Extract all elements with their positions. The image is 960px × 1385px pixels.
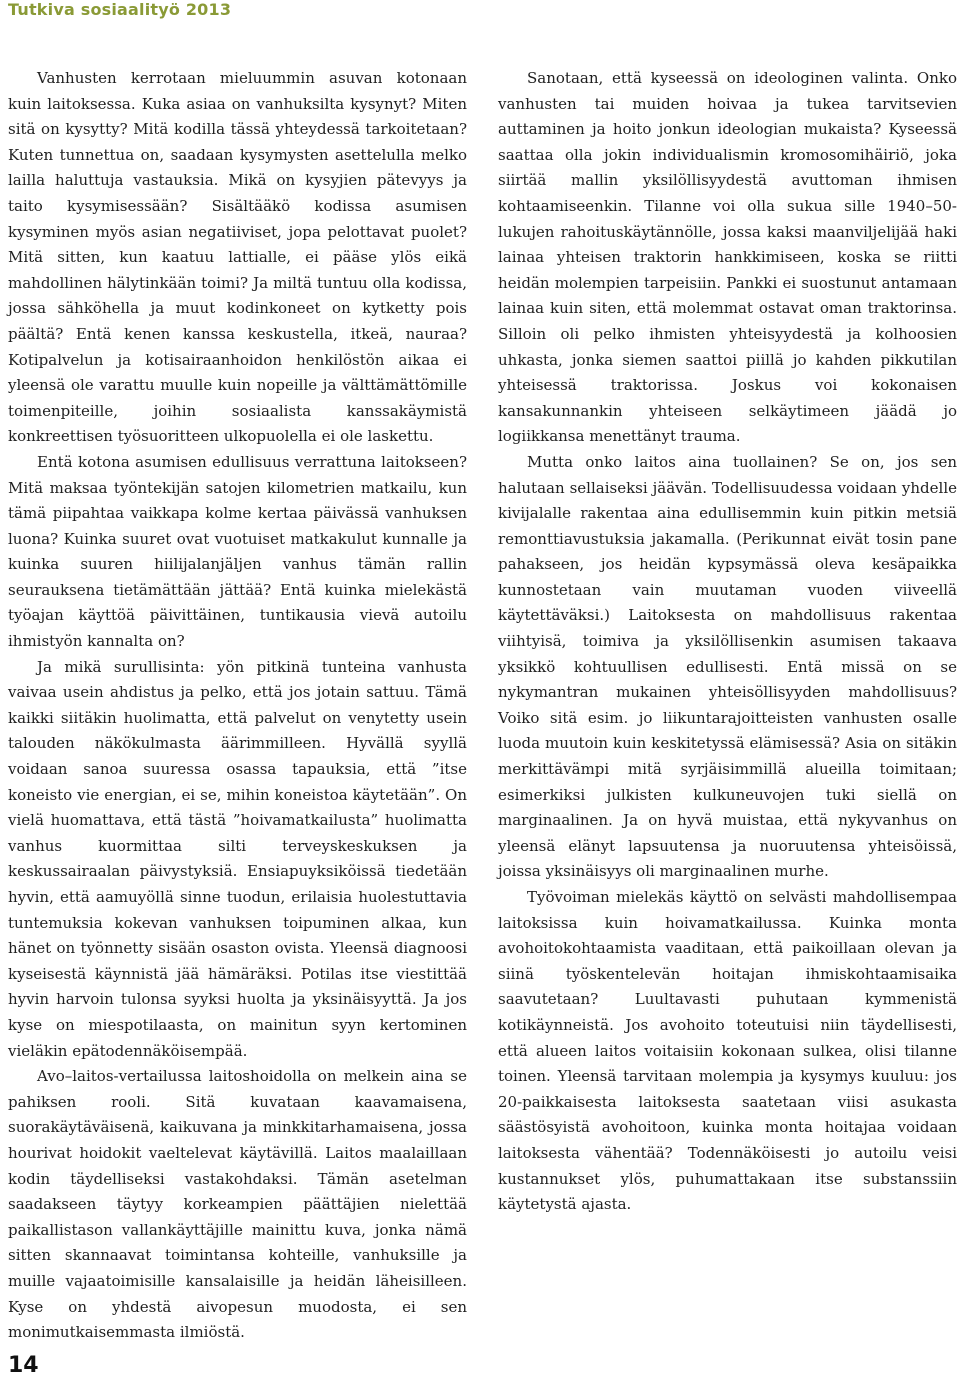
left-paragraph-2: Entä kotona asumisen edullisuus verrattuna laitokseen? Mitä maksaa työntekijän satojen kilometrien matkailu, kun tämä piipahtaa vaikkapa kolme kertaa päivässä vanhuksen luona? Kuinka suuret ovat vuotuiset matkakulut kunnalle ja kuinka suuren hiilijalanjäljen vanhus tämän rallin seurauksena tietämättään jättää? Entä kuinka mielekästä työajan käyttöä päivittäinen, tuntikausia vievä autoilu ihmistyön kannalta on? [8, 452, 467, 651]
right-text-column [498, 66, 957, 1218]
left-paragraph-3: Ja mikä surullisinta: yön pitkinä tunteina vanhusta vaivaa usein ahdistus ja pelko, että jos jotain sattuu. Tämä kaikki siitäkin huolimatta, että palvelut on venytetty usein talouden näkökulmasta äärimmilleen. Hyvällä syyllä voidaan sanoa suuressa osassa tapauksia, että ”itse koneisto vie energian, ei se, mihin koneistoa käytetään”. On vielä huomattava, että tästä ”hoivamatkailusta” huolimatta vanhus kuormittaa silti terveyskeskuksen ja keskussairaalan päivystyksiä. Ensiapuyksiköissä tiedetään hyvin, että aamuyöllä sinne tuodun, erilaisia huolestuttavia tuntemuksia kokevan vanhuksen toipuminen alkaa, kun hänet on työnnetty sisään osaston ovista. Yleensä diagnoosi kyseisestä käynnistä jää hämäräksi. Potilas itse viestittää hyvin harvoin tulonsa syyksi huolta ja yksinäisyyttä. Ja jos kyse on miespotilaasta, on mainitun syyn kertominen vieläkin epätodennäköisempää. [8, 657, 467, 1060]
right-paragraph-3: Työvoiman mielekäs käyttö on selvästi mahdollisempaa laitoksissa kuin hoivamatkailussa. Kuinka monta avohoitokohtaamista vaaditaan, että paikoillaan olevan ja siinä työskentelevän hoitajan ihmiskohtaamisaika saavutetaan? Luultavasti puhutaan kymmenistä kotikäynneistä. Jos avohoito toteutuisi niin täydellisesti, että alueen laitos voitaisiin kokonaan sulkea, olisi tilanne toinen. Yleensä tarvitaan molempia ja kysymys kuuluu: jos 20-paikkaisesta laitoksesta saatetaan viisi asukasta säästösyistä avohoitoon, kuinka monta hoitajaa voidaan laitoksesta vähentää? Todennäköisesti jo autoilu veisi kustannukset ylös, puhumattakaan itse substanssiin käytetystä ajasta. [498, 888, 957, 1214]
left-paragraph-1: Vanhusten kerrotaan mieluummin asuvan kotonaan kuin laitoksessa. Kuka asiaa on vanhuksilta kysynyt? Miten sitä on kysytty? Mitä kodilla tässä yhteydessä tarkoitetaan? Kuten tunnettua on, saadaan kysymysten asettelulla melko lailla haluttuja vastauksia. Mikä on kysyjien pätevyys ja taito kysymisessään? Sisältääkö kodissa asumisen kysyminen myös asian negatiiviset, jopa pelottavat puolet? Mitä sitten, kun kaatuu lattialle, ei pääse ylös eikä mahdollinen hälytinkään toimi? Ja miltä tuntuu olla kodissa, jossa sähköhella ja muut kodinkoneet on kytketty pois päältä? Entä kenen kanssa keskustella, itkeä, nauraa? Kotipalvelun ja kotisairaanhoidon henkilöstön aikaa ei yleensä ole varattu muulle kuin nopeille ja välttämättömille toimenpiteille, joihin sosiaalista kanssakäymistä konkreettisen työsuoritteen ulkopuolella ei ole laskettu. [8, 69, 467, 446]
page-number: 14 [8, 1353, 39, 1378]
left-paragraph-4: Avo–laitos-vertailussa laitoshoidolla on melkein aina se pahiksen rooli. Sitä kuvataan kaavamaisena, suorakäytäväisenä, kaikuvana ja minkkitarhamaisena, jossa hourivat hoidokit vaeltelevat käytävillä. Laitos maalaillaan kodin täydelliseksi vastakohdaksi. Tämän asetelman saadakseen täytyy korkeampien päättäjien nielettää paikallistason vallankäyttäjille mainittu kuva, jonka nämä sitten skannaavat toimintansa kohteille, vanhuksille ja muille vajaatoimisille kansalaisille ja heidän läheisilleen. Kyse on yhdestä aivopesun muodosta, ei sen monimutkaisemmasta ilmiöstä. [8, 1067, 467, 1342]
right-paragraph-2: Mutta onko laitos aina tuollainen? Se on, jos sen halutaan sellaiseksi jäävän. Todellisuudessa voidaan yhdelle kivijalalle rakentaa aina edullisemmin kuin pitkin metsiä remonttiavustuksia jakamalla. (Perikunnat eivät tosin pane pahakseen, jos heidän kypsymässä oleva kesäpaikka kunnostetaan vain muutaman vuoden viiveellä käytettäväksi.) Laitoksesta on mahdollisuus rakentaa viihtyisä, toimiva ja yksilöllisenkin asumisen takaava yksikkö kohtuullisen edullisesti. Entä missä on se nykymantran mukainen yhteisöllisyyden mahdollisuus? Voiko sitä esim. jo liikuntarajoitteisten vanhusten osalle luoda muutoin kuin keskitetyssä elämisessä? Asia on sitäkin merkittävämpi mitä syrjäisimmillä alueilla toimitaan; esimerkiksi julkisten kulkuneuvojen tuki siellä on marginaalinen. Ja on hyvä muistaa, että nykyvanhus on yleensä elänyt lapsuutensa ja nuoruutensa yhteisöissä, joissa yksinäisyys oli marginaalinen murhe. [498, 452, 957, 881]
running-header-title: Tutkiva sosiaalityö 2013 [8, 0, 232, 19]
left-text-column [8, 66, 467, 1346]
right-paragraph-1: Sanotaan, että kyseessä on ideologinen valinta. Onko vanhusten tai muiden hoivaa ja tukea tarvitsevien auttaminen ja hoito jonkun ideologian mukaista? Kyseessä saattaa olla jokin individualismin kromosomihäiriö, joka siirtää mallin yksilöllisyydestä avuttoman ihmisen kohtaamiseenkin. Tilanne voi olla sukua sille 1940–50-lukujen rahoituskäytännölle, jossa kaksi maanviljelijää haki lainaa yhteisen traktorin hankkimiseen, koska se riitti heidän molempien tarpeisiin. Pankki ei suostunut antamaan lainaa kuin siten, että molemmat ostavat oman traktorinsa. Silloin oli pelko ihmisten yhteisyydestä ja kolhoosien uhkasta, jonka siemen saattoi piillä jo kahden pikkutilan yhteisessä traktorissa. Joskus voi kokonaisen kansakunnankin yhteiseen selkäytimeen jäädä jo logiikkansa menettänyt trauma. [498, 69, 957, 446]
